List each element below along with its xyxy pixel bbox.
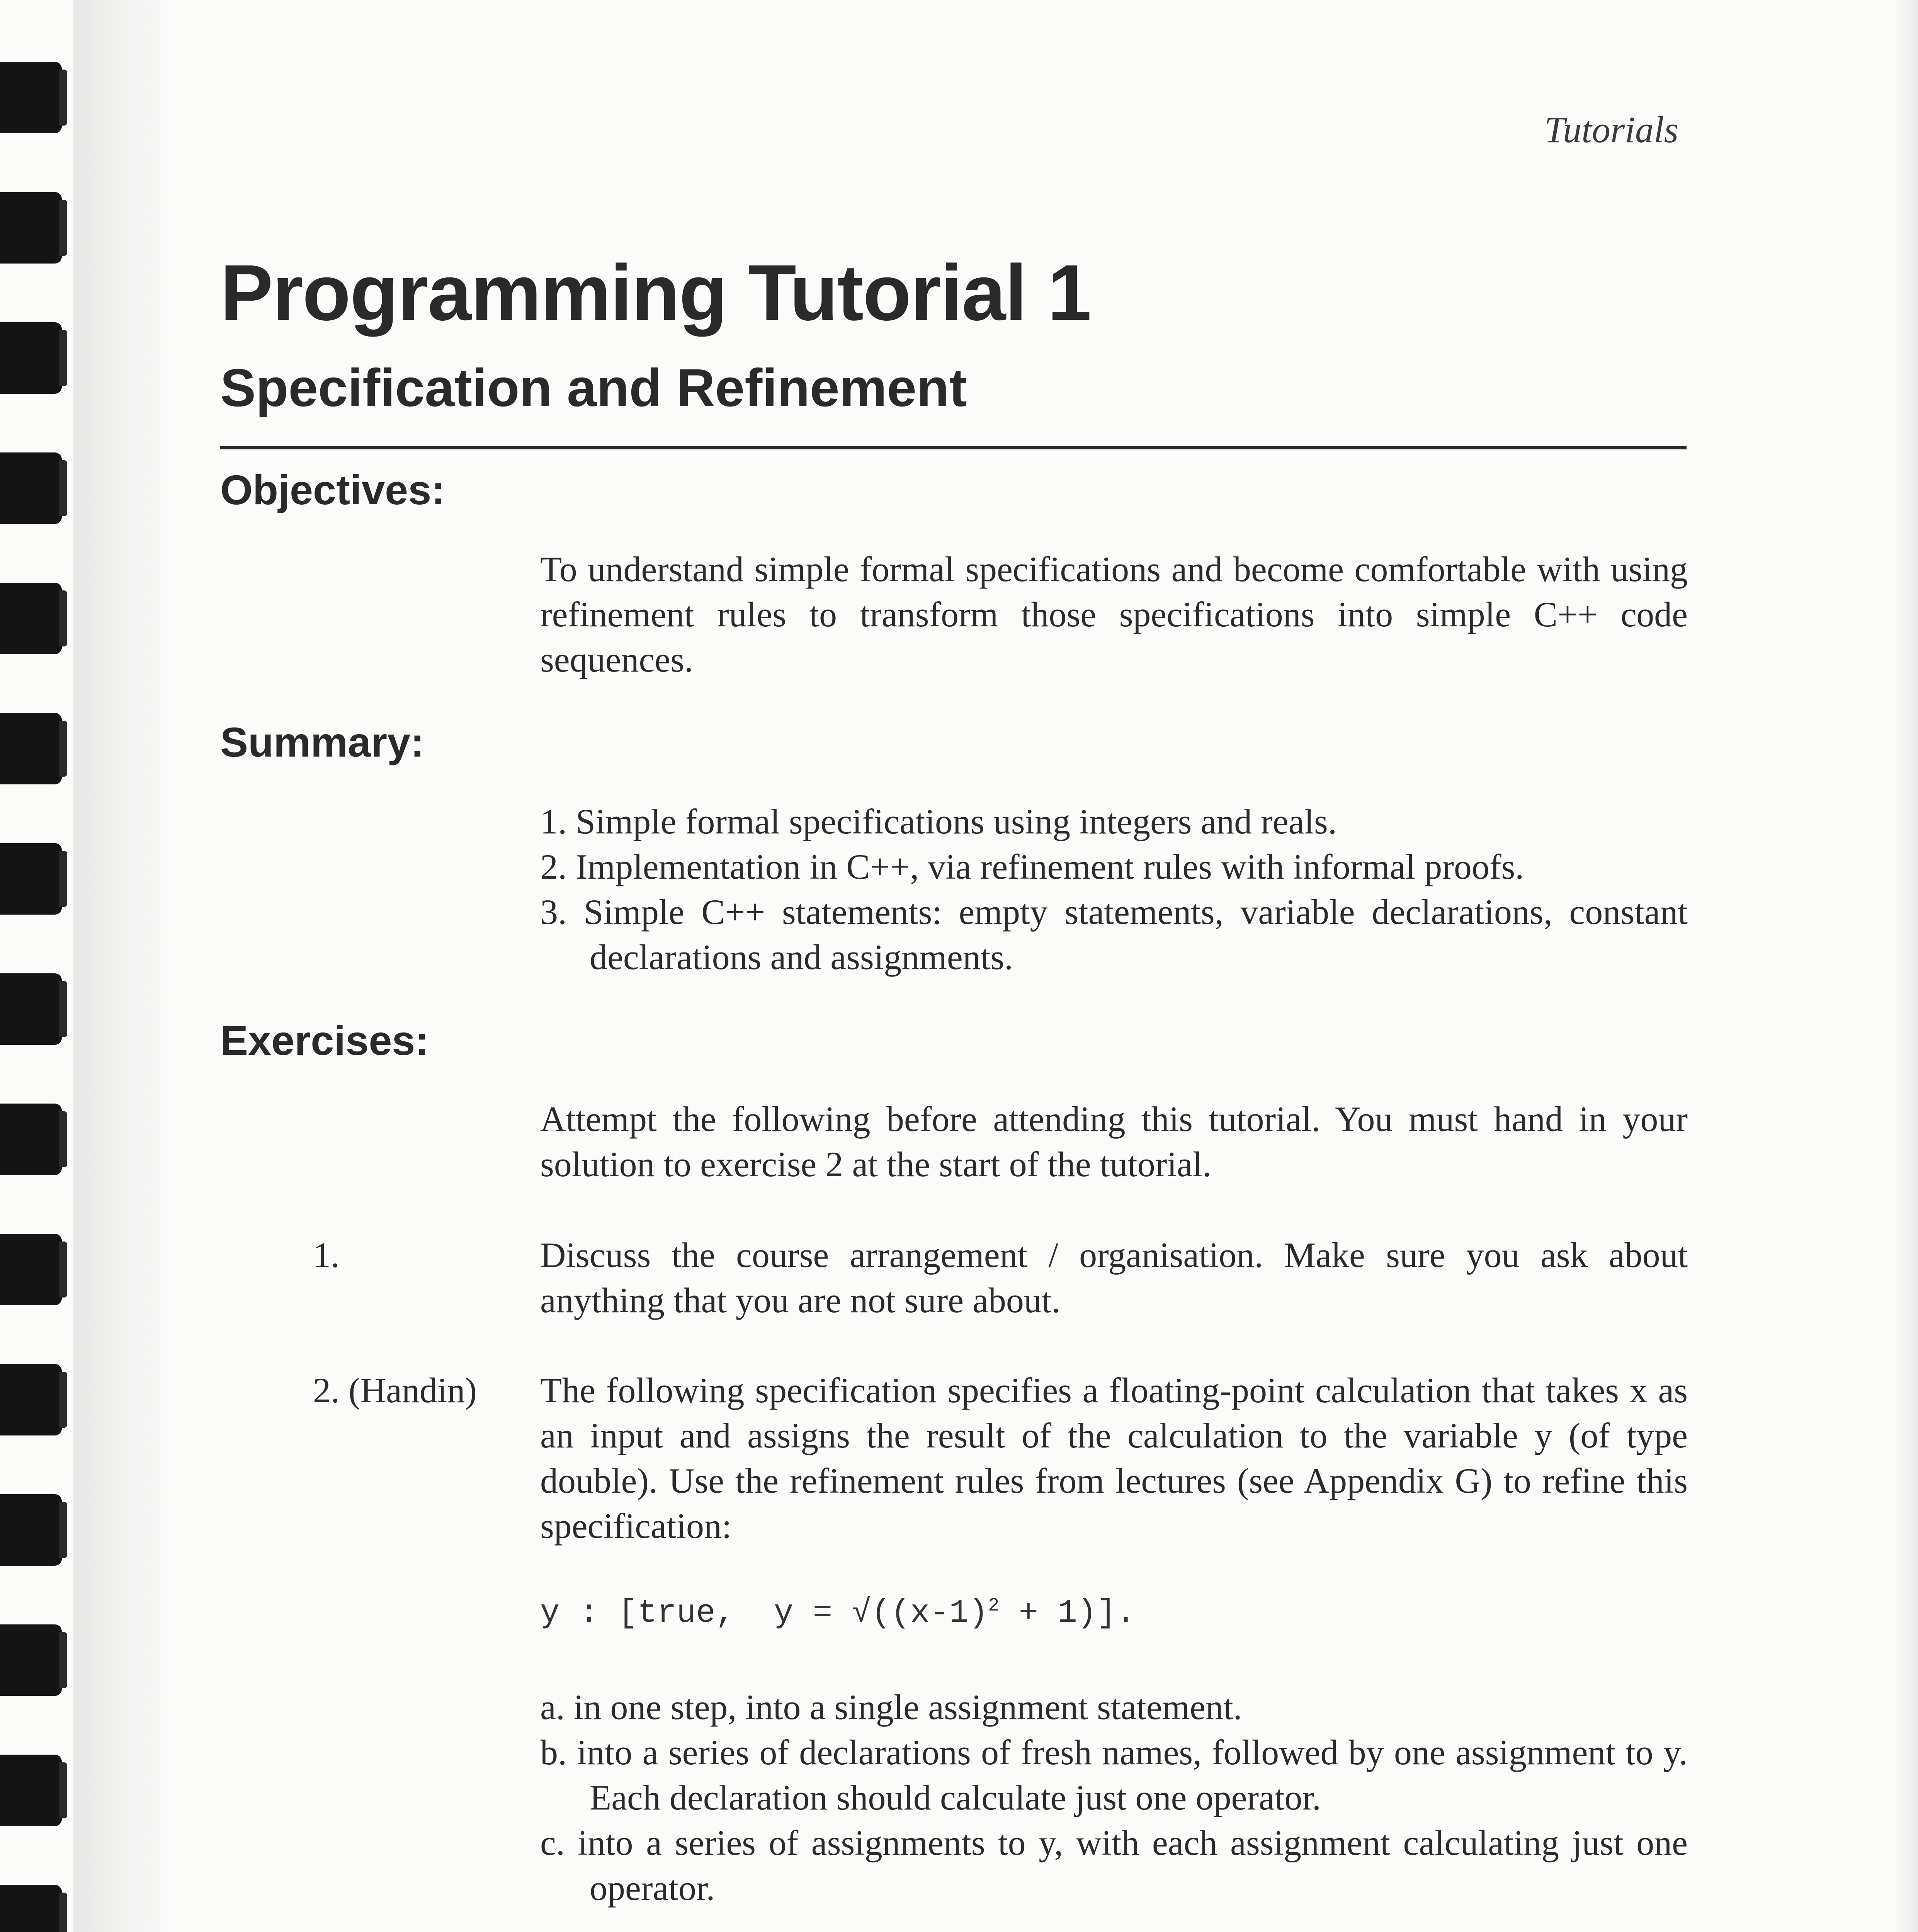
summary-list	[540, 799, 1688, 980]
formula-part2: + 1)].	[999, 1595, 1136, 1632]
exercise-1-text: Discuss the course arrangement / organisation. Make sure you ask about anything that you are not sure about.	[540, 1235, 1688, 1320]
formula-part1: y : [true, y = √((x-1)	[540, 1595, 988, 1632]
page-title: Programming Tutorial 1	[220, 248, 1091, 337]
summary-item: 2. Implementation in C++, via refinement rules with informal proofs.	[540, 847, 1524, 886]
page-shadow-right	[1895, 0, 1918, 1932]
running-head: Tutorials	[1544, 109, 1678, 150]
binding-hole	[0, 62, 62, 133]
binding-hole	[0, 843, 62, 915]
binding-hole	[0, 1234, 62, 1305]
binding-hole	[0, 583, 62, 654]
page-shadow-left	[73, 0, 174, 1932]
summary-heading: Summary:	[220, 719, 425, 765]
exercises-heading: Exercises:	[220, 1017, 429, 1064]
exercise-part: c. into a series of assignments to y, with each assignment calculating just one operator.	[540, 1823, 1688, 1908]
binding-hole	[0, 973, 62, 1045]
exercise-2-parts	[540, 1685, 1688, 1911]
summary-item: 1. Simple formal specifications using integers and reals.	[540, 802, 1337, 841]
title-rule	[220, 446, 1687, 449]
binding-hole	[0, 1755, 62, 1826]
binding-hole	[0, 1364, 62, 1435]
objectives-text: To understand simple formal specifications and become comfortable with using refinement rules to transform those specifications into simple C++ code sequences.	[540, 549, 1688, 679]
spiral-binding	[0, 0, 73, 1932]
exercise-2-text: The following specification specifies a floating-point calculation that takes x as an input and assigns the result of the calculation to the variable y (of type double). Use the refinement rules from lectures (see Appendix G) to refine this specification:	[540, 1371, 1688, 1546]
specification-formula	[540, 1595, 1136, 1632]
binding-hole	[0, 1624, 62, 1696]
exercise-1-number: 1.	[313, 1235, 340, 1275]
formula-exponent: 2	[988, 1595, 1000, 1616]
exercise-part: b. into a series of declarations of fresh names, followed by one assignment to y. Each declaration should calculate just one operator.	[540, 1733, 1688, 1817]
binding-hole	[0, 713, 62, 784]
binding-hole	[0, 1104, 62, 1175]
summary-item: 3. Simple C++ statements: empty statements, variable declarations, constant declarations and assignments.	[540, 892, 1688, 977]
page-subtitle: Specification and Refinement	[220, 358, 967, 418]
exercise-part: a. in one step, into a single assignment statement.	[540, 1687, 1242, 1727]
binding-hole	[0, 192, 62, 264]
exercise-2-number: 2. (Handin)	[313, 1371, 477, 1410]
exercises-intro: Attempt the following before attending this tutorial. You must hand in your solution to exercise 2 at the start of the tutorial.	[540, 1099, 1688, 1184]
binding-hole	[0, 452, 62, 524]
binding-hole	[0, 1494, 62, 1566]
binding-hole	[0, 1885, 62, 1932]
binding-hole	[0, 322, 62, 394]
objectives-heading: Objectives:	[220, 466, 445, 513]
